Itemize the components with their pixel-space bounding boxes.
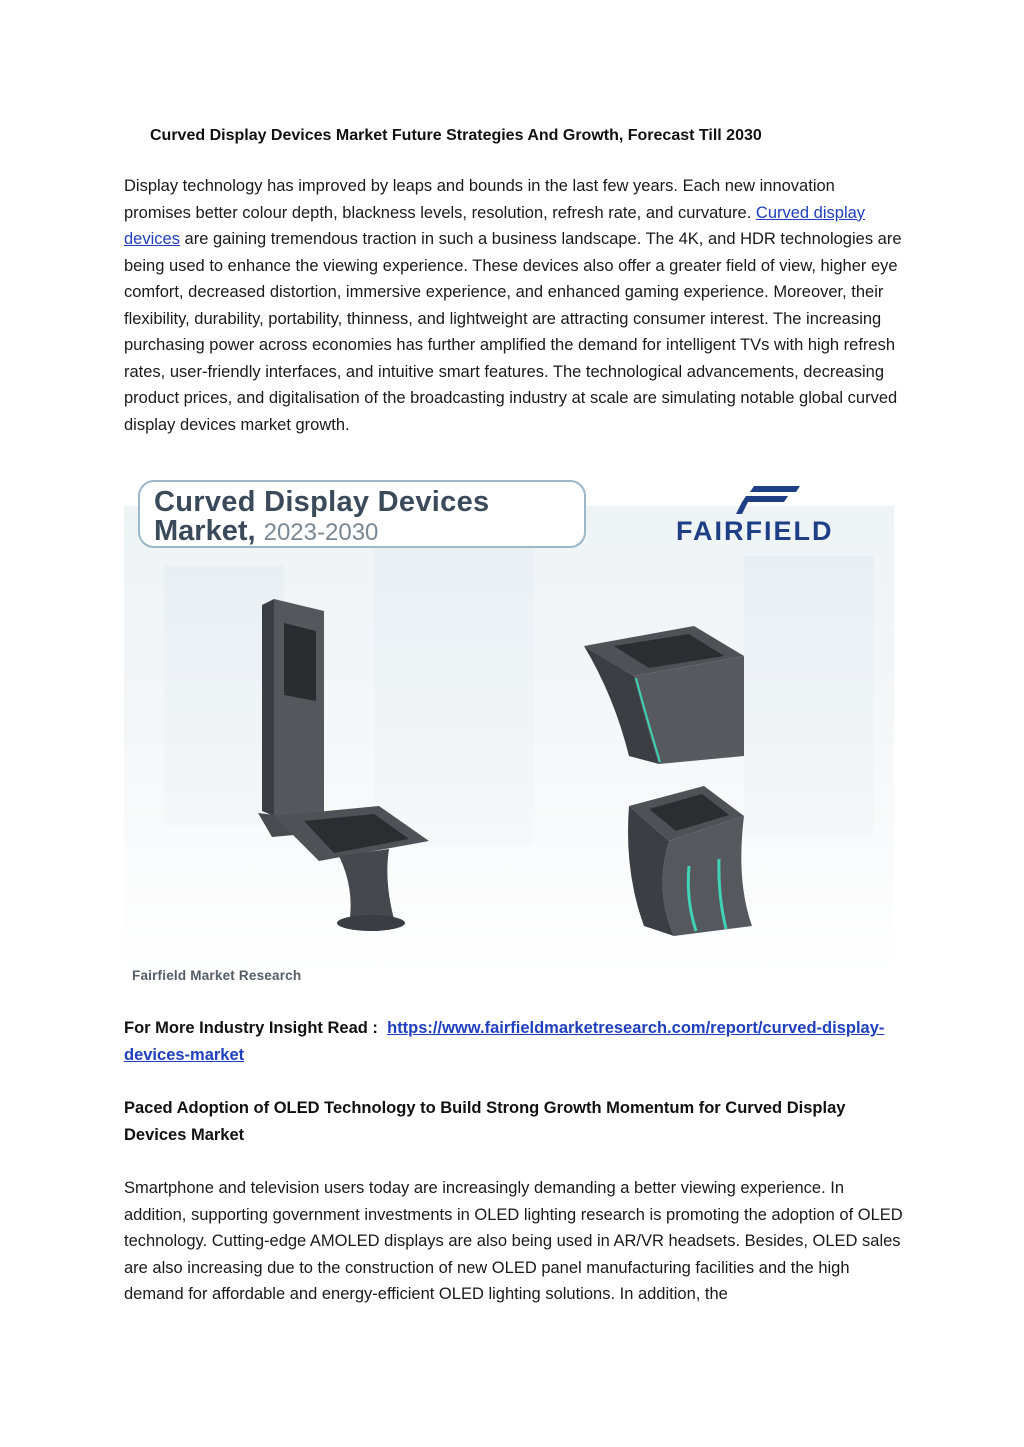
intro-text-start: Display technology has improved by leaps and bounds in the last few years. Each new innovation promises better colour depth, blackness levels, resolution, refresh rate, and curvature.	[124, 177, 835, 222]
logo-wordmark: FAIRFIELD	[676, 516, 834, 546]
intro-text-end: are gaining tremendous traction in such a business landscape. The 4K, and HDR technologies are being used to enhance the viewing experience. These devices also offer a greater field of view, higher eye comfort, decreased distortion, immersive experience, and enhanced gaming experience. Moreover, their flexibility, durability, portability, thinness, and lightweight are attracting consumer interest. The increasing purchasing power across economies has further amplified the demand for intelligent TVs with high refresh rates, user-friendly interfaces, and intuitive smart features. The technological advancements, decreasing product prices, and digitalisation of the broadcasting industry at scale are simulating notable global curved display devices market growth.	[124, 230, 902, 434]
section-heading: Paced Adoption of OLED Technology to Build Strong Growth Momentum for Curved Display Devices Market	[124, 1099, 846, 1144]
document-title: Curved Display Devices Market Future Strategies And Growth, Forecast Till 2030	[150, 127, 762, 144]
fairfield-flag-icon	[676, 482, 876, 516]
tilted-table-kiosk-image	[269, 801, 439, 941]
oled-paragraph: Smartphone and television users today are increasingly demanding a better viewing experience. In addition, supporting government investments in OLED lighting research is promoting the adoption of OLED technology. Cutting-edge AMOLED displays are also being used in AR/VR headsets. Besides, OLED sales are also increasing due to the construction of new OLED panel manufacturing facilities and the high demand for affordable and energy-efficient OLED lighting solutions. In addition, the	[124, 1179, 903, 1303]
report-url-link[interactable]: https://www.fairfieldmarketresearch.com/report/curved-display-devices-market	[124, 1019, 885, 1064]
banner-years: 2023-2030	[263, 519, 379, 546]
intro-paragraph	[124, 173, 904, 438]
banner-line-2	[154, 517, 570, 547]
curved-table-kiosk-image	[574, 616, 754, 766]
pedestal-kiosk-image	[614, 771, 764, 941]
image-credit: Fairfield Market Research	[132, 968, 302, 983]
report-title-banner	[138, 480, 586, 548]
fairfield-logo	[676, 482, 876, 546]
banner-market-word: Market,	[154, 515, 256, 547]
more-insight-line	[124, 1015, 904, 1068]
room-background	[124, 506, 894, 976]
more-insight-label: For More Industry Insight Read :	[124, 1019, 378, 1037]
market-report-image	[124, 466, 894, 996]
curved-display-devices-link[interactable]: Curved display devices	[124, 203, 866, 248]
banner-line-1: Curved Display Devices	[154, 486, 490, 518]
